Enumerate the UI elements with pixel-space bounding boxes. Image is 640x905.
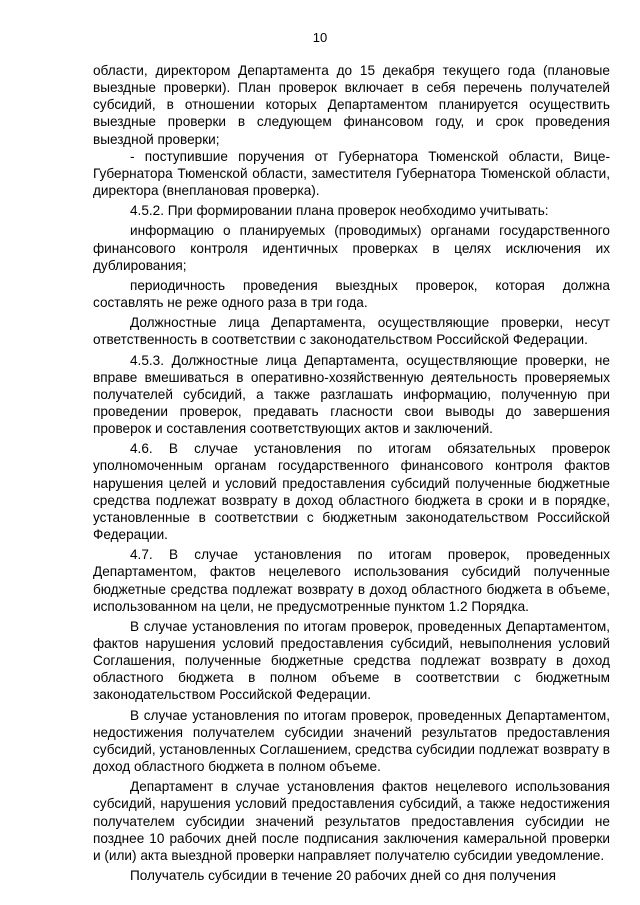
paragraph: области, директором Департамента до 15 декабря текущего года (плановые выездные проверки). План проверок включает в себя перечень получателей субсидий, в отношении которых Департаментом планируется осуществить выездные проверки в следующем финансовом году, и срок проведения выездной проверки; (93, 63, 610, 147)
paragraph: В случае установления по итогам проверок, проведенных Департаментом, фактов нарушения условий предоставления субсидий, невыполнения условий Соглашения, полученные бюджетные средства подлежат возврату в доход областного бюджета в полном объеме в соответствии с бюджетным законодательством Российской Федерации. (93, 618, 610, 703)
paragraph: Должностные лица Департамента, осуществляющие проверки, несут ответственность в соответствии с законодательством Российской Федерации. (93, 315, 610, 348)
paragraph: В случае установления по итогам проверок, проведенных Департаментом, недостижения получателем субсидии значений результатов предоставления субсидий, установленных Соглашением, средства субсидии подлежат возврату в доход областного бюджета в полном объеме. (93, 707, 610, 775)
paragraph: Получатель субсидии в течение 20 рабочих дней со дня получения (130, 868, 557, 884)
paragraph: - поступившие поручения от Губернатора Тюменской области, Вице-Губернатора Тюменской области, заместителя Губернатора Тюменской области, директора (внеплановая проверка). (93, 148, 610, 199)
paragraph: 4.7. В случае установления по итогам проверок, проведенных Департаментом, фактов нецелевого использования субсидий полученные бюджетные средства подлежат возврату в доход областного бюджета в объеме, использованном на цели, не предусмотренные пунктом 1.2 Порядка. (93, 547, 610, 614)
paragraph: Департамент в случае установления фактов нецелевого использования субсидий, нарушения условий предоставления субсидий, а также недостижения получателем субсидии значений результатов предоставления субсидии не позднее 10 рабочих дней после подписания заключения камеральной проверки и (или) акта выездной проверки направляет получателю субсидии уведомление. (93, 779, 610, 863)
paragraph: 4.5.3. Должностные лица Департамента, осуществляющие проверки, не вправе вмешиваться в оперативно-хозяйственную деятельность проверяемых получателей субсидий, а также разглашать информацию, полученную при проведении проверок, предавать гласности свои выводы до завершения проверок и составления соответствующих актов и заключений. (93, 352, 610, 437)
paragraph: 4.6. В случае установления по итогам обязательных проверок уполномоченным органам государственного финансового контроля фактов нарушения целей и условий предоставления субсидий полученные бюджетные средства подлежат возврату в доход областного бюджета в сроки и в порядке, установленные в соответствии с бюджетным законодательством Российской Федерации. (93, 441, 610, 543)
paragraph: 4.5.2. При формировании плана проверок необходимо учитывать: (130, 203, 549, 219)
paragraph: периодичность проведения выездных проверок, которая должна составлять не реже одного раза в три года. (93, 277, 610, 311)
page-number: 10 (312, 30, 328, 45)
document-body (93, 62, 610, 884)
paragraph: информацию о планируемых (проводимых) органами государственного финансового контроля идентичных проверках в целях исключения их дублирования; (93, 223, 610, 273)
